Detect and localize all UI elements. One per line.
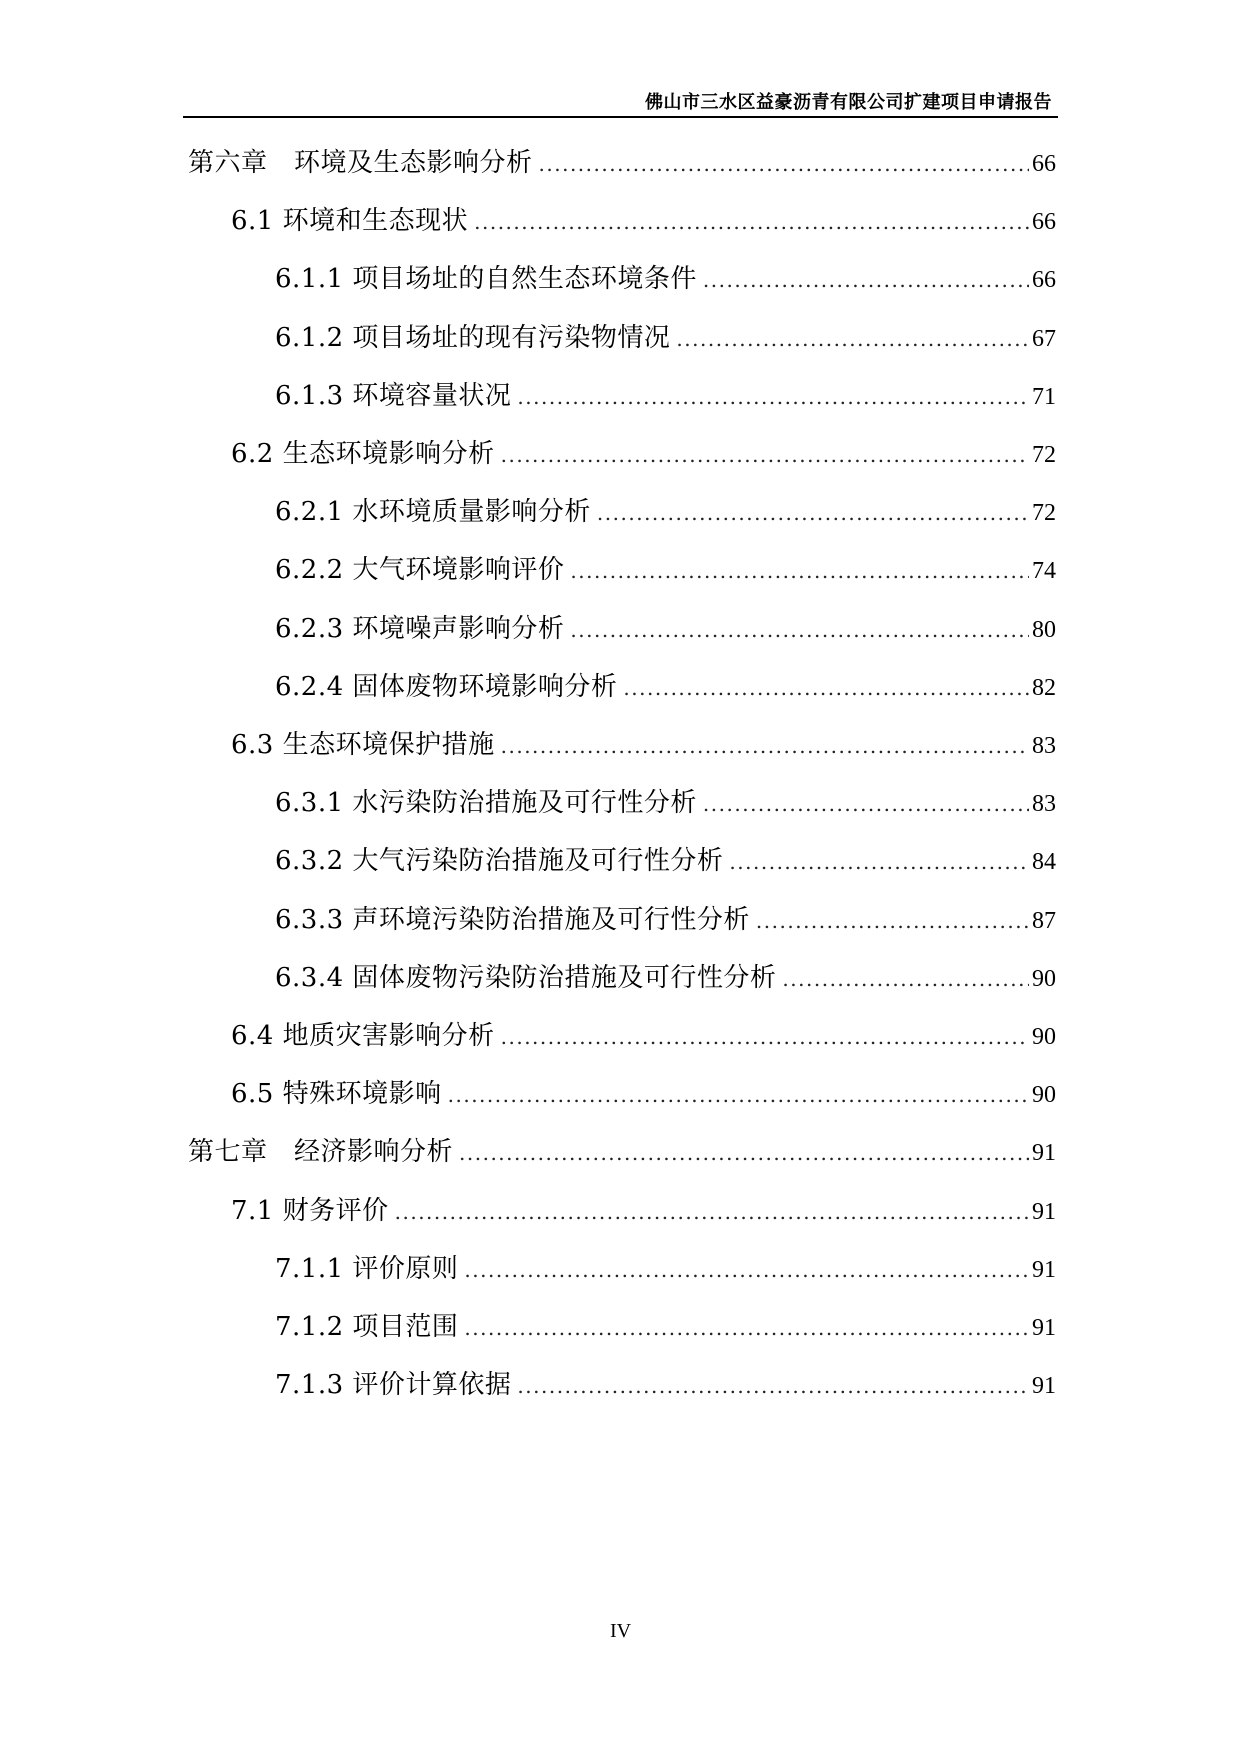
toc-entry-page-number: 90	[1032, 1082, 1056, 1108]
toc-entry-page-number: 90	[1032, 966, 1056, 992]
toc-entry-page-number: 72	[1032, 442, 1056, 468]
toc-dot-leader	[570, 559, 1029, 583]
toc-dot-leader	[676, 327, 1029, 351]
toc-entry-page-number: 82	[1032, 675, 1056, 701]
toc-entry-page-number: 91	[1032, 1140, 1056, 1166]
toc-dot-leader	[597, 501, 1029, 525]
toc-entry-page-number: 91	[1032, 1315, 1056, 1341]
toc-entry[interactable]	[231, 1073, 1056, 1113]
toc-dot-leader	[623, 676, 1029, 700]
toc-entry[interactable]	[275, 608, 1056, 648]
toc-entry[interactable]	[231, 433, 1056, 473]
toc-entry-page-number: 87	[1032, 908, 1056, 934]
toc-entry-label: 6.1 环境和生态现状	[231, 206, 469, 236]
toc-dot-leader	[464, 1316, 1029, 1340]
toc-entry-label: 6.2.2 大气环境影响评价	[275, 555, 565, 585]
toc-entry-label: 6.3.1 水污染防治措施及可行性分析	[275, 788, 697, 818]
toc-entry[interactable]	[275, 666, 1056, 706]
toc-entry[interactable]	[188, 142, 1056, 182]
toc-entry-page-number: 66	[1032, 209, 1056, 235]
toc-entry-page-number: 84	[1032, 849, 1056, 875]
toc-dot-leader	[729, 850, 1029, 874]
toc-entry-page-number: 67	[1032, 326, 1056, 352]
toc-dot-leader	[703, 268, 1029, 292]
toc-entry[interactable]	[275, 258, 1056, 298]
toc-dot-leader	[501, 734, 1029, 758]
toc-entry[interactable]	[275, 491, 1056, 531]
toc-dot-leader	[474, 210, 1029, 234]
toc-entry-label: 第六章 环境及生态影响分析	[188, 148, 533, 178]
toc-dot-leader	[395, 1200, 1029, 1224]
toc-entry-page-number: 72	[1032, 500, 1056, 526]
toc-dot-leader	[517, 1374, 1029, 1398]
toc-entry-page-number: 91	[1032, 1373, 1056, 1399]
toc-entry-label: 6.3.4 固体废物污染防治措施及可行性分析	[275, 963, 777, 993]
toc-entry-label: 6.2 生态环境影响分析	[231, 439, 495, 469]
toc-dot-leader	[539, 152, 1029, 176]
toc-entry[interactable]	[275, 549, 1056, 589]
toc-entry-page-number: 83	[1032, 733, 1056, 759]
toc-dot-leader	[501, 443, 1029, 467]
toc-entry-page-number: 66	[1032, 267, 1056, 293]
toc-entry-page-number: 91	[1032, 1257, 1056, 1283]
toc-entry-page-number: 74	[1032, 558, 1056, 584]
toc-entry[interactable]	[231, 1015, 1056, 1055]
toc-entry-page-number: 83	[1032, 791, 1056, 817]
toc-dot-leader	[782, 967, 1029, 991]
toc-entry-label: 6.3.2 大气污染防治措施及可行性分析	[275, 846, 724, 876]
toc-dot-leader	[703, 792, 1029, 816]
toc-entry[interactable]	[275, 375, 1056, 415]
toc-entry-label: 6.1.3 环境容量状况	[275, 381, 512, 411]
toc-entry-label: 6.2.4 固体废物环境影响分析	[275, 672, 618, 702]
toc-entry[interactable]	[275, 1248, 1056, 1288]
toc-dot-leader	[464, 1258, 1029, 1282]
toc-entry-page-number: 90	[1032, 1024, 1056, 1050]
toc-entry[interactable]	[275, 317, 1056, 357]
page-number: IV	[609, 1620, 632, 1642]
header-title: 佛山市三水区益豪沥青有限公司扩建项目申请报告	[645, 92, 1052, 113]
toc-entry-label: 6.3 生态环境保护措施	[231, 730, 495, 760]
toc-entry[interactable]	[231, 200, 1056, 240]
toc-entry-label: 6.2.3 环境噪声影响分析	[275, 614, 565, 644]
toc-entry[interactable]	[275, 782, 1056, 822]
toc-entry-label: 第七章 经济影响分析	[188, 1137, 454, 1167]
toc-entry-label: 6.3.3 声环境污染防治措施及可行性分析	[275, 905, 750, 935]
toc-entry-page-number: 91	[1032, 1199, 1056, 1225]
toc-entry[interactable]	[275, 957, 1056, 997]
toc-entry-page-number: 80	[1032, 617, 1056, 643]
toc-dot-leader	[448, 1083, 1029, 1107]
toc-entry-label: 7.1 财务评价	[231, 1196, 389, 1226]
toc-entry-label: 6.5 特殊环境影响	[231, 1079, 442, 1109]
toc-entry[interactable]	[275, 840, 1056, 880]
toc-dot-leader	[570, 618, 1029, 642]
toc-dot-leader	[756, 909, 1029, 933]
toc-entry-page-number: 66	[1032, 151, 1056, 177]
toc-entry-label: 6.2.1 水环境质量影响分析	[275, 497, 591, 527]
toc-entry[interactable]	[231, 1190, 1056, 1230]
toc-entry[interactable]	[231, 724, 1056, 764]
toc-dot-leader	[517, 385, 1029, 409]
toc-entry-label: 6.1.2 项目场址的现有污染物情况	[275, 323, 671, 353]
toc-entry-page-number: 71	[1032, 384, 1056, 410]
toc-entry-label: 7.1.2 项目范围	[275, 1312, 459, 1342]
toc-entry-label: 6.1.1 项目场址的自然生态环境条件	[275, 264, 697, 294]
toc-entry[interactable]	[275, 899, 1056, 939]
toc-entry[interactable]	[275, 1306, 1056, 1346]
toc-entry-label: 7.1.1 评价原则	[275, 1254, 459, 1284]
toc-entry[interactable]	[188, 1131, 1056, 1171]
toc-dot-leader	[459, 1141, 1029, 1165]
toc-dot-leader	[501, 1025, 1029, 1049]
toc-entry-label: 7.1.3 评价计算依据	[275, 1370, 512, 1400]
toc-entry[interactable]	[275, 1364, 1056, 1404]
toc-entry-label: 6.4 地质灾害影响分析	[231, 1021, 495, 1051]
